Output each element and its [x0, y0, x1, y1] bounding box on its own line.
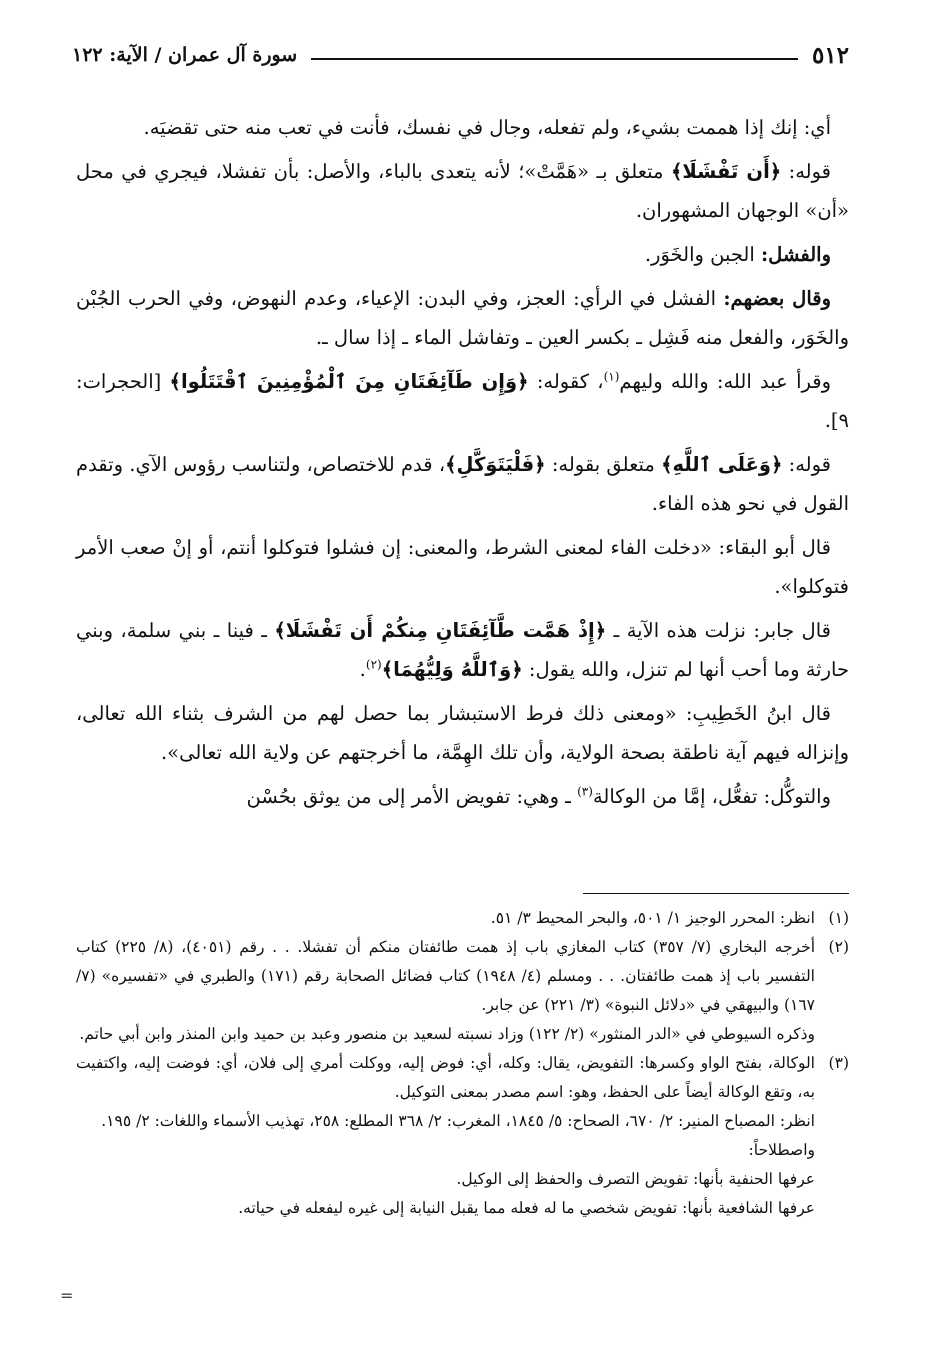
- paragraph: [76, 279, 849, 357]
- footnote-continuation: عرفها الشافعية بأنها: تفويض شخصي ما له فعله مما يقبل النيابة إلى غيره ليفعله في حياته.: [238, 1199, 815, 1217]
- footnote-ref: (٢): [365, 657, 382, 672]
- footnote-separator: [583, 893, 849, 894]
- header-rule: [311, 58, 798, 60]
- text-run: ـ وهي: تفويض الأمر إلى من يوثق بحُسْن: [246, 785, 578, 808]
- paragraph: [76, 445, 849, 523]
- footnote-text: الوكالة، بفتح الواو وكسرها: التفويض، يقال: وكله، أي: فوض إليه، ووكلت أمري إلى فلان، أي: فوضت إليه، واكتفيت به، وتقع الوكالة أيضاً على الحفظ، وهو: اسم مصدر بمعنى التوكيل.: [76, 1054, 815, 1101]
- text-run: ، قدم للاختصاص، ولتناسب رؤوس الآي. وتقدم القول في نحو هذه الفاء.: [76, 453, 849, 515]
- paragraph: [76, 611, 849, 689]
- text-run: .: [359, 658, 366, 681]
- paragraph: [76, 152, 849, 230]
- quran-quote: ﴿وَعَلَى ٱللَّهِ﴾: [661, 453, 783, 476]
- paragraph: أي: إنك إذا هممت بشيء، ولم تفعله، وجال في نفسك، فأنت في تعب منه حتى تقضيَه.: [143, 116, 831, 139]
- paragraph: قال أبو البقاء: «دخلت الفاء لمعنى الشرط، والمعنى: إن فشلوا فتوكلوا أنتم، أو إنْ صعب الأمر فتوكلوا».: [76, 536, 849, 598]
- footnote: [76, 904, 849, 933]
- paragraph: قال ابنُ الخَطِيبِ: «ومعنى ذلك فرط الاستبشار بما حصل لهم من الشرف بثناء الله تعالى، وإنزاله فيهم آية ناطقة بصحة الولاية، وأن تلك الهِمَّة، ما أخرجتهم عن ولاية الله تعالى».: [76, 702, 849, 764]
- footnote: [76, 1049, 849, 1107]
- text-run: [الحجرات: ٩].: [76, 370, 849, 432]
- footnote-ref: (١): [603, 369, 620, 384]
- quran-quote: ﴿وَٱللَّهُ وَلِيُّهُمَا﴾: [381, 658, 523, 681]
- footnote: [76, 933, 849, 1020]
- quran-quote: ﴿إِذْ هَمَّت طَّآئِفَتَانِ مِنكُمْ أَن تَفْشَلَا﴾: [274, 619, 607, 642]
- text-run: والتوكُّل: تفعُّل، إمَّا من الوكالة: [592, 785, 831, 808]
- footnote-number: (٢): [828, 938, 849, 956]
- bold-term: وقال بعضهم:: [723, 287, 831, 310]
- main-text: [76, 108, 849, 821]
- text-run: ـ فينا ـ بني سلمة، وبني حارثة وما أحب أنها لم تنزل، والله يقول:: [76, 619, 849, 681]
- quran-quote: ﴿أَن تَفْشَلَا﴾: [670, 160, 782, 183]
- paragraph: [76, 777, 849, 816]
- continuation-mark: =: [60, 1286, 74, 1305]
- footnotes: [76, 904, 849, 1223]
- text-run: متعلق بـ «هَمَّتْ»؛ لأنه يتعدى بالباء، والأصل: بأن تفشلا، فيجري في محل «أن» الوجهان المشهوران.: [76, 160, 849, 222]
- bold-term: والفشل:: [760, 243, 831, 266]
- quran-quote: ﴿وَإِن طَآئِفَتَانِ مِنَ ٱلْمُؤْمِنِينَ ٱقْتَتَلُوا﴾: [169, 370, 529, 393]
- footnote-continuation: انظر: المصباح المنير: ٢/ ٦٧٠، الصحاح: ٥/ ١٨٤٥، المغرب: ٢/ ٣٦٨ المطلع: ٢٥٨، تهذيب الأسماء واللغات: ٢/ ١٩٥.: [101, 1112, 815, 1130]
- text-run: الفشل في الرأي: العجز، وفي البدن: الإعياء، وعدم النهوض، وفي الحرب الجُبْن والخَوَر، والفعل منه فَشِل ـ بكسر العين ـ وتفاشل الماء ـ إذا سال ـ.: [76, 287, 849, 349]
- footnote-ref: (٣): [577, 784, 593, 799]
- footnote-text: انظر: المحرر الوجيز ١/ ٥٠١، والبحر المحيط ٣/ ٥١.: [490, 909, 815, 927]
- paragraph: [76, 362, 849, 440]
- text-run: وقرأ عبد الله: والله وليهم: [619, 370, 831, 393]
- page-header: [72, 38, 849, 72]
- running-title: سورة آل عمران / الآية: ١٢٢: [72, 44, 298, 66]
- footnote-continuation: واصطلاحاً:: [748, 1141, 815, 1159]
- text-run: قال جابر: نزلت هذه الآية ـ: [606, 619, 831, 642]
- text-run: قوله:: [781, 160, 832, 183]
- text-run: ، كقوله:: [528, 370, 604, 393]
- footnote-continuation: وذكره السيوطي في «الدر المنثور» (٢/ ١٢٢) وزاد نسبته لسعيد بن منصور وعبد بن حميد وابن المنذر وابن أبي حاتم.: [79, 1025, 815, 1043]
- text-run: متعلق بقوله:: [545, 453, 662, 476]
- footnote-continuation: عرفها الحنفية بأنها: تفويض التصرف والحفظ إلى الوكيل.: [456, 1170, 815, 1188]
- quran-quote: ﴿فَلْيَتَوَكَّلِ﴾: [445, 453, 546, 476]
- text-run: قوله:: [782, 453, 831, 476]
- paragraph: [76, 235, 849, 274]
- footnote-number: (١): [828, 909, 849, 927]
- text-run: الجبن والخَوَر.: [644, 243, 761, 266]
- footnote-text: أخرجه البخاري (٧/ ٣٥٧) كتاب المغازي باب إذ همت طائفتان منكم أن تفشلا. . . رقم (٤٠٥١)، (٨/ ٢٢٥) كتاب التفسير باب إذ همت طائفتان. . . ومسلم (٤/ ١٩٤٨) كتاب فضائل الصحابة رقم (١٧١) والطبري في «تفسيره» (٧/ ١٦٧) والبيهقي في «دلائل النبوة» (٣/ ٢٢١) عن جابر.: [76, 938, 815, 1014]
- footnote-number: (٣): [828, 1054, 849, 1072]
- page-number: ٥١٢: [811, 41, 849, 69]
